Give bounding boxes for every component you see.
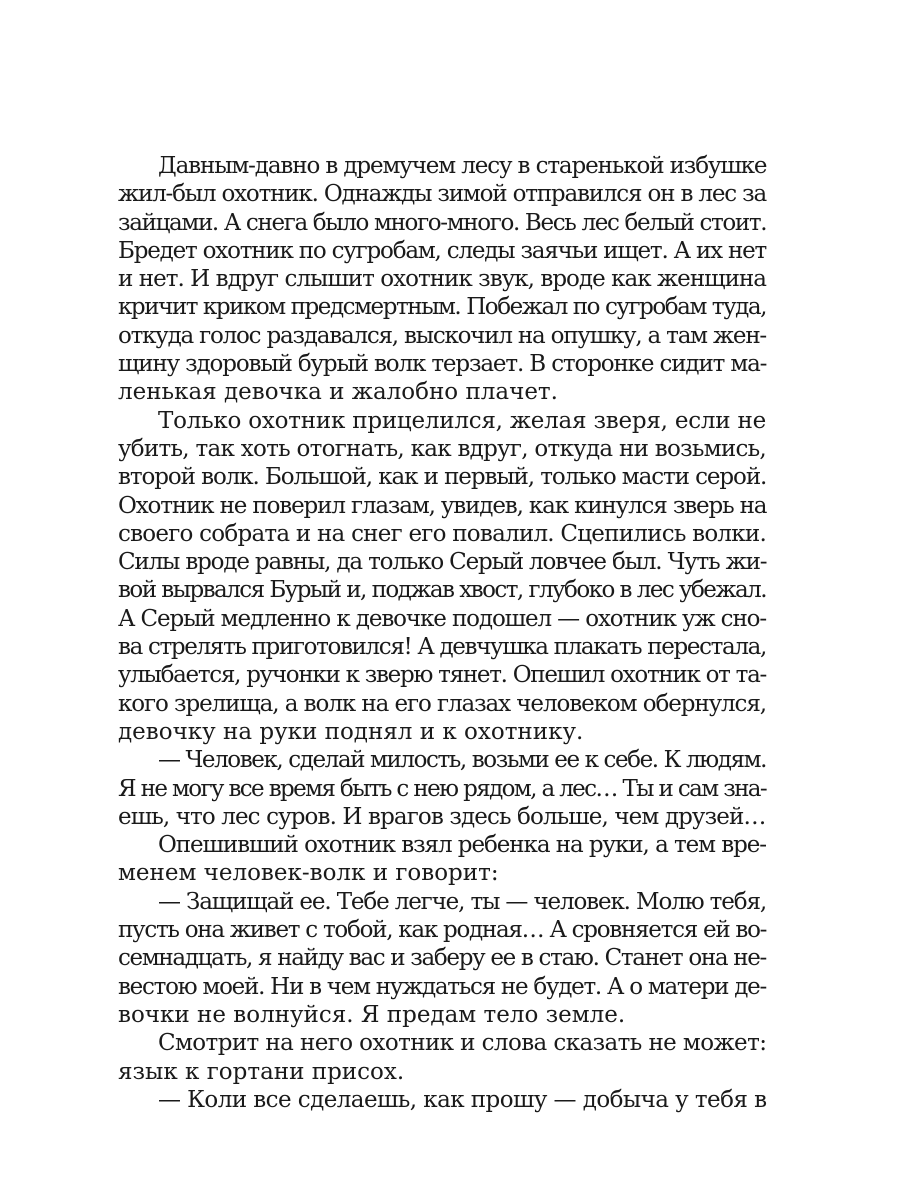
text-line: Смотрит на него охотник и слова сказать не может: <box>158 1030 767 1057</box>
text-line: — Коли все сделаешь, как прошу — добыча у тебя в <box>158 1086 767 1113</box>
text-line: убить, так хоть отогнать, как вдруг, откуда ни возьмись, <box>118 435 766 462</box>
book-page-text <box>118 152 766 1114</box>
paragraph <box>118 407 766 747</box>
text-line: язык к гортани присох. <box>118 1058 405 1085</box>
text-line: пусть она живет с тобой, как родная… А сровняется ей во- <box>118 917 767 944</box>
paragraph <box>118 888 766 1029</box>
text-line: Бредет охотник по сугробам, следы заячьи ищет. А их нет <box>118 237 767 264</box>
text-line: девочку на руки поднял и к охотнику. <box>118 718 584 745</box>
text-line: Я не могу все время быть с нею рядом, а лес… Ты и сам зна- <box>118 775 766 802</box>
text-line: Только охотник прицелился, желая зверя, если не <box>158 407 766 434</box>
paragraph <box>118 1086 766 1114</box>
text-line: своего собрата и на снег его повалил. Сцепились волки. <box>118 520 767 547</box>
paragraph <box>118 831 766 888</box>
paragraph <box>118 746 766 831</box>
text-line: ешь, что лес суров. И врагов здесь больше, чем друзей… <box>118 803 766 830</box>
text-line: Опешивший охотник взял ребенка на руки, а тем вре- <box>158 832 766 859</box>
paragraph <box>118 1029 766 1086</box>
text-line: менем человек-волк и говорит: <box>118 860 499 887</box>
text-line: жил-был охотник. Однажды зимой отправился он в лес за <box>118 181 766 208</box>
text-line: ленькая девочка и жалобно плачет. <box>118 379 558 406</box>
text-line: вочки не волнуйся. Я предам тело земле. <box>118 1001 626 1028</box>
text-line: улыбается, ручонки к зверю тянет. Опешил охотник от та- <box>118 662 766 689</box>
paragraph <box>118 152 766 407</box>
text-line: кричит криком предсмертным. Побежал по сугробам туда, <box>118 294 766 321</box>
text-line: ва стрелять приготовился! А девчушка плакать перестала, <box>118 634 766 661</box>
text-line: второй волк. Большой, как и первый, только масти серой. <box>118 464 767 491</box>
text-line: — Защищай ее. Тебе легче, ты — человек. Молю тебя, <box>158 888 766 915</box>
text-line: семнадцать, я найду вас и заберу ее в стаю. Станет она не- <box>118 945 766 972</box>
text-line: Силы вроде равны, да только Серый ловчее был. Чуть жи- <box>118 549 767 576</box>
text-line: Давным-давно в дремучем лесу в старенькой избушке <box>158 153 767 179</box>
text-line: зайцами. А снега было много-много. Весь лес белый стоит. <box>118 209 767 236</box>
text-line: вестою моей. Ни в чем нуждаться не будет. А о матери де- <box>118 973 766 1000</box>
text-line: А Серый медленно к девочке подошел — охотник уж сно- <box>118 605 767 632</box>
text-line: откуда голос раздавался, выскочил на опушку, а там жен- <box>118 322 766 349</box>
text-line: вой вырвался Бурый и, поджав хвост, глубоко в лес убежал. <box>118 577 766 604</box>
text-line: Охотник не поверил глазам, увидев, как кинулся зверь на <box>118 492 767 519</box>
text-line: и нет. И вдруг слышит охотник звук, вроде как женщина <box>118 266 766 293</box>
text-line: — Человек, сделай милость, возьми ее к себе. К людям. <box>158 747 766 774</box>
text-line: щину здоровый бурый волк терзает. В сторонке сидит ма- <box>118 351 767 378</box>
text-line: кого зрелища, а волк на его глазах человеком обернулся, <box>118 690 766 717</box>
